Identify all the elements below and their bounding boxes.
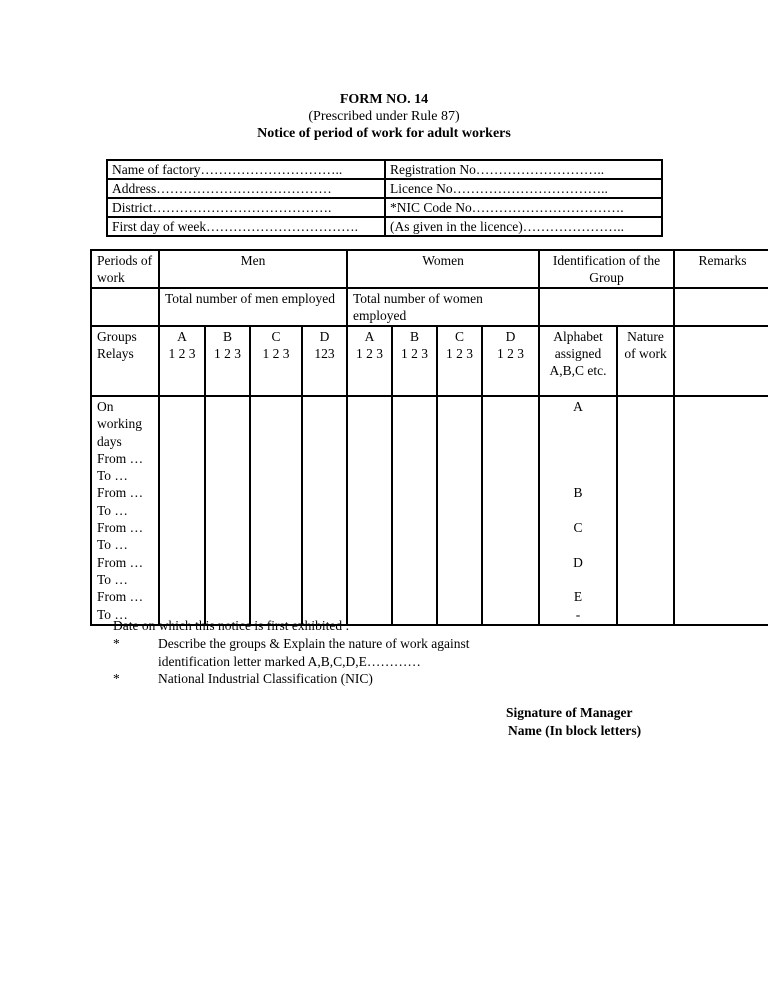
data-cell[interactable] [617, 396, 674, 625]
period-line: From … [97, 520, 144, 536]
group-letter: C [454, 329, 464, 344]
note-identification-letter: identification letter marked A,B,C,D,E………… [158, 654, 421, 669]
relay-numbers: 1 2 3 [262, 346, 290, 361]
empty-cell [674, 288, 768, 326]
data-cell[interactable] [205, 396, 250, 625]
men-title: Men [240, 253, 266, 268]
note-star: * [113, 671, 120, 686]
men-group-a [159, 326, 205, 396]
form-number: FORM NO. 14 [339, 92, 429, 107]
alphabet-line: A [573, 399, 583, 414]
men-group-d [302, 326, 347, 396]
period-line: From … [97, 485, 144, 501]
relay-numbers: 1 2 3 [356, 346, 383, 361]
nature-of-work-header: Nature of work [617, 326, 674, 396]
men-group-b [205, 326, 250, 396]
prescribed-rule: (Prescribed under Rule 87) [308, 109, 460, 124]
relay-numbers: 1 2 3 [401, 346, 428, 361]
period-line: days [97, 433, 122, 449]
data-cell[interactable] [392, 396, 437, 625]
alphabet-assigned-header: Alphabet assigned A,B,C etc. [539, 326, 617, 396]
periods-column [91, 396, 159, 625]
alphabet-line [545, 450, 611, 467]
period-line: To … [97, 571, 128, 587]
alphabet-column [539, 396, 617, 625]
empty-cell [539, 288, 674, 326]
men-total-header: Total number of men employed [159, 288, 347, 326]
form-subtitle: Notice of period of work for adult workers [257, 126, 511, 141]
periods-of-work-header: Periods of work [91, 250, 159, 288]
groups-relays-header: Groups Relays [91, 326, 159, 396]
men-group-c [250, 326, 302, 396]
alphabet-line: C [573, 520, 583, 536]
data-cell[interactable] [302, 396, 347, 625]
relay-numbers: 1 2 3 [497, 346, 525, 361]
name-of-factory-field: Name of factory………………………….. [107, 160, 385, 179]
alphabet-line: B [573, 485, 583, 501]
remarks-header: Remarks [674, 250, 768, 288]
women-group-b [392, 326, 437, 396]
data-cell[interactable] [437, 396, 482, 625]
empty-cell [91, 288, 159, 326]
women-total-header: Total number of women employed [347, 288, 539, 326]
group-letter: D [319, 329, 330, 344]
signature-of-manager: Signature of Manager [506, 705, 633, 720]
group-letter: A [177, 329, 187, 344]
period-line: To … [97, 537, 128, 553]
period-line: To … [97, 606, 128, 622]
alphabet-line [545, 467, 611, 484]
period-line: On [97, 399, 114, 414]
registration-no-field: Registration No……………………….. [385, 160, 662, 179]
alphabet-line [545, 415, 611, 432]
identification-header: Identification of the Group [539, 250, 674, 288]
group-letter: A [364, 329, 375, 344]
group-letter: D [505, 329, 516, 344]
data-cell[interactable] [674, 396, 768, 625]
info-row [107, 198, 662, 217]
relay-numbers: 1 2 3 [214, 346, 241, 361]
men-header [159, 250, 347, 288]
alphabet-line: E [573, 589, 583, 605]
as-given-in-licence-field: (As given in the licence)………………….. [385, 217, 662, 236]
alphabet-line [545, 502, 611, 519]
note-nic: National Industrial Classification (NIC) [158, 671, 373, 686]
period-line: From … [97, 450, 144, 466]
address-field: Address………………………………… [107, 179, 385, 198]
work-period-table [90, 249, 768, 626]
alphabet-line [545, 536, 611, 553]
data-cell[interactable] [250, 396, 302, 625]
name-in-block-letters: Name (In block letters) [508, 723, 642, 738]
nic-code-field: *NIC Code No……………………………. [385, 198, 662, 217]
note-star: * [113, 636, 120, 651]
data-cell[interactable] [482, 396, 539, 625]
info-row [107, 160, 662, 179]
period-line: working [97, 416, 142, 432]
relay-numbers: 1 2 3 [168, 346, 196, 361]
period-line: To … [97, 468, 128, 484]
group-letter: B [409, 329, 419, 344]
info-row [107, 179, 662, 198]
alphabet-line: D [573, 554, 583, 570]
data-cell[interactable] [159, 396, 205, 625]
factory-info-table [106, 159, 663, 237]
women-group-d [482, 326, 539, 396]
first-day-of-week-field: First day of week……………………………. [107, 217, 385, 236]
licence-no-field: Licence No…………………………….. [385, 179, 662, 198]
info-row [107, 217, 662, 236]
relay-numbers: 123 [314, 346, 335, 361]
period-line: To … [97, 502, 128, 518]
alphabet-line: - [575, 606, 581, 622]
alphabet-line [545, 433, 611, 450]
group-letter: B [222, 329, 232, 344]
period-line: From … [97, 589, 144, 605]
data-cell[interactable] [347, 396, 392, 625]
alphabet-line [545, 571, 611, 588]
women-group-a [347, 326, 392, 396]
period-line: From … [97, 554, 144, 570]
relay-numbers: 1 2 3 [446, 346, 473, 361]
group-letter: C [271, 329, 281, 344]
women-group-c [437, 326, 482, 396]
women-header [347, 250, 539, 288]
note-describe-groups: Describe the groups & Explain the nature of work against [158, 636, 470, 651]
women-title: Women [422, 253, 464, 268]
empty-cell [674, 326, 768, 396]
date-exhibited-line: Date on which this notice is first exhibited : [113, 618, 350, 633]
district-field: District…………………………………. [107, 198, 385, 217]
